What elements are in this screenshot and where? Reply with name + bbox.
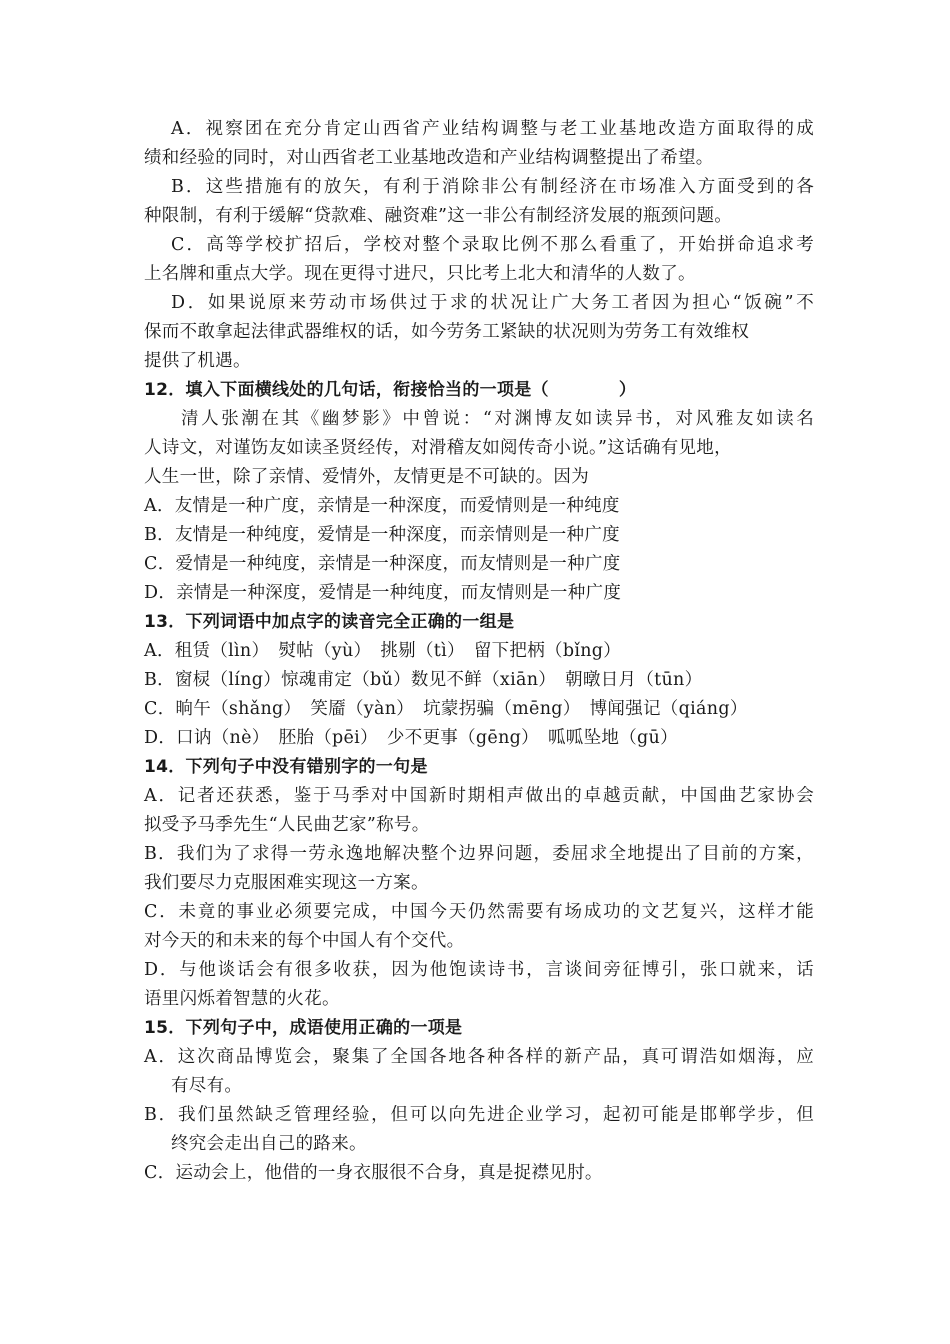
exam-page: [144, 115, 814, 1188]
q13-stem: 13．下列词语中加点字的读音完全正确的一组是: [144, 612, 515, 632]
q14-option-a-line2: 拟受予马季先生“人民曲艺家”称号。: [144, 815, 430, 835]
q14-option-b-line2: 我们要尽力克服困难实现这一方案。: [144, 873, 429, 893]
q15-option-b-line2: 终究会走出自己的路来。: [171, 1134, 367, 1154]
q14-option-a-line1: A．记者还获悉，鉴于马季对中国新时期相声做出的卓越贡献，中国曲艺家协会: [144, 786, 814, 806]
q13-option-b: B．窗棂（líng）惊魂甫定（bǔ）数见不鲜（xiān） 朝暾日月（tūn）: [144, 670, 703, 690]
q11-option-b-line1: B．这些措施有的放矢，有利于消除非公有制经济在市场准入方面受到的各: [171, 177, 814, 197]
q12-passage-line3: 人生一世，除了亲情、爱情外，友情更是不可缺的。因为: [144, 467, 589, 487]
q15-option-a-line1: A．这次商品博览会，聚集了全国各地各种各样的新产品，真可谓浩如烟海，应: [144, 1047, 814, 1067]
q15-option-a-line2: 有尽有。: [171, 1076, 243, 1096]
q13-option-a: A．租赁（lìn） 熨帖（yù） 挑剔（tì） 留下把柄（bǐng）: [144, 641, 622, 661]
q14-option-c-line1: C．未竟的事业必须要完成，中国今天仍然需要有场成功的文艺复兴，这样才能: [144, 902, 814, 922]
q11-option-c-line1: C．高等学校扩招后，学校对整个录取比例不那么看重了，开始拼命追求考: [171, 235, 814, 255]
q12-option-d: D．亲情是一种深度，爱情是一种纯度，而友情则是一种广度: [144, 583, 622, 603]
q11-option-b-line2: 种限制，有利于缓解“贷款难、融资难”这一非公有制经济发展的瓶颈问题。: [144, 206, 733, 226]
q13-option-c: C．晌午（shǎng） 笑靥（yàn） 坑蒙拐骗（mēng） 博闻强记（qiáng）: [144, 699, 748, 719]
q14-option-c-line2: 对今天的和未来的每个中国人有个交代。: [144, 931, 465, 951]
q14-stem: 14．下列句子中没有错别字的一句是: [144, 757, 428, 777]
q11-option-d-line1: D．如果说原来劳动市场供过于求的状况让广大务工者因为担心“饭碗”不: [171, 293, 814, 313]
q12-stem-close: ）: [618, 380, 637, 400]
q12-passage-line2: 人诗文，对谨饬友如读圣贤经传，对滑稽友如阅传奇小说。”这话确有见地，: [144, 438, 732, 458]
q12-option-b: B．友情是一种纯度，爱情是一种深度，而亲情则是一种广度: [144, 525, 620, 545]
q15-option-c: C．运动会上，他借的一身衣服很不合身，真是捉襟见肘。: [144, 1163, 603, 1183]
q14-option-b-line1: B．我们为了求得一劳永逸地解决整个边界问题，委屈求全地提出了目前的方案，: [144, 844, 814, 864]
q13-option-d: D．口讷（nè） 胚胎（pēi） 少不更事（gēng） 呱呱坠地（gū）: [144, 728, 678, 748]
q11-option-d-line3: 提供了机遇。: [144, 351, 251, 371]
q14-option-d-line1: D．与他谈话会有很多收获，因为他饱读诗书，言谈间旁征博引，张口就来，话: [144, 960, 814, 980]
q11-option-a-line1: A．视察团在充分肯定山西省产业结构调整与老工业基地改造方面取得的成: [171, 119, 814, 139]
q12-option-a: A．友情是一种广度，亲情是一种深度，而爱情则是一种纯度: [144, 496, 620, 516]
q12-option-c: C．爱情是一种纯度，亲情是一种深度，而友情则是一种广度: [144, 554, 621, 574]
q12-passage-line1: 清人张潮在其《幽梦影》中曾说：“对渊博友如读异书，对风雅友如读名: [181, 409, 814, 429]
q11-option-c-line2: 上名牌和重点大学。现在更得寸进尺，只比考上北大和清华的人数了。: [144, 264, 696, 284]
q15-option-b-line1: B．我们虽然缺乏管理经验，但可以向先进企业学习，起初可能是邯郸学步，但: [144, 1105, 814, 1125]
q15-stem: 15．下列句子中，成语使用正确的一项是: [144, 1018, 463, 1038]
q11-option-a-line2: 绩和经验的同时，对山西省老工业基地改造和产业结构调整提出了希望。: [144, 148, 714, 168]
q11-option-d-line2: 保而不敢拿起法律武器维权的话，如今劳务工紧缺的状况则为劳务工有效维权: [144, 322, 750, 342]
q12-stem-text: 12．填入下面横线处的几句话，衔接恰当的一项是（: [144, 380, 549, 400]
q12-stem: [144, 376, 814, 405]
q14-option-d-line2: 语里闪烁着智慧的火花。: [144, 989, 340, 1009]
